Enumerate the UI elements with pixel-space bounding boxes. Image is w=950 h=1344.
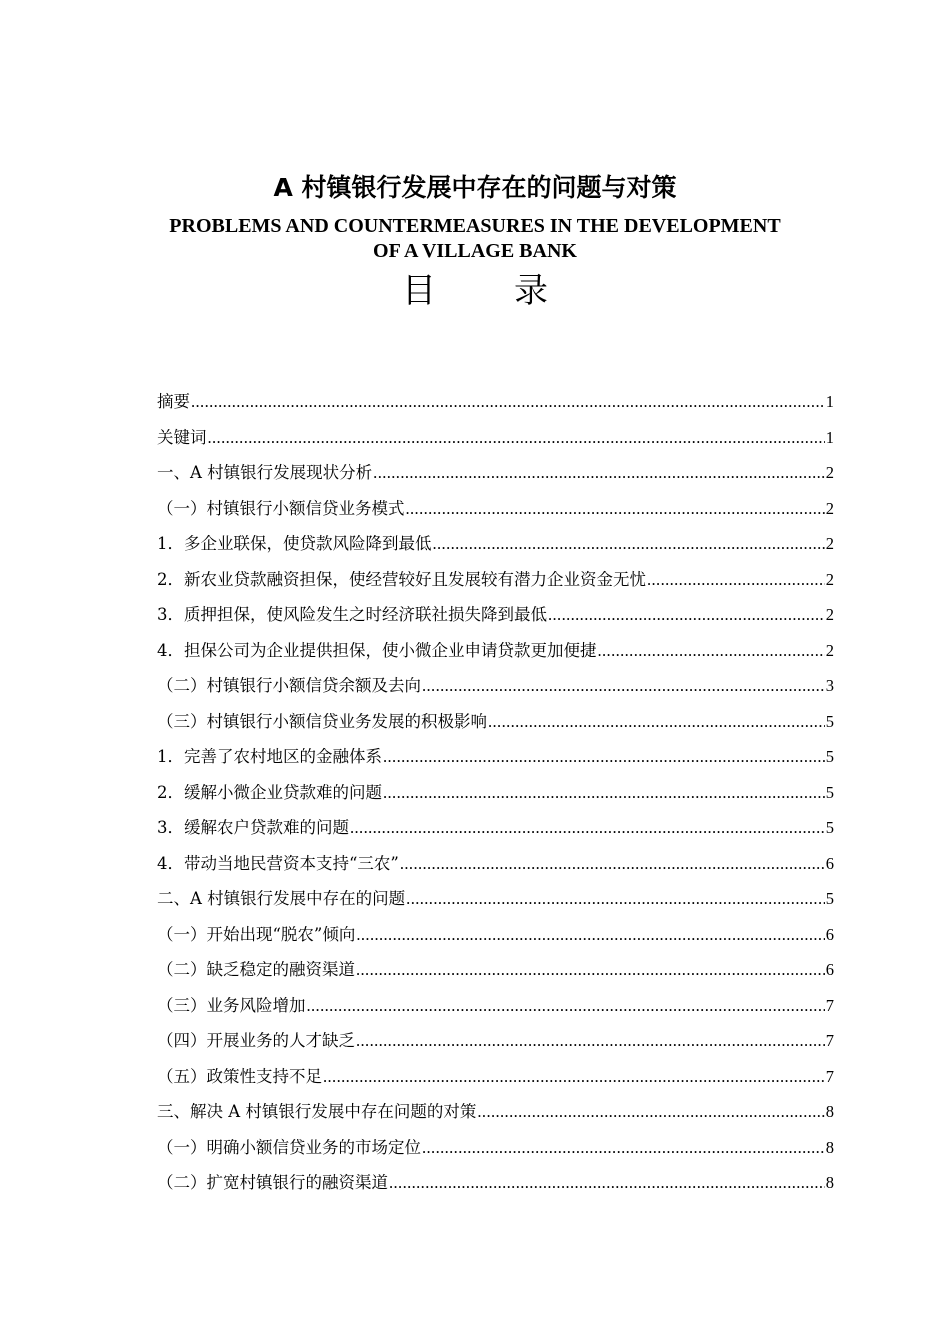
toc-entry-label: 2．新农业贷款融资担保，使经营较好且发展较有潜力企业资金无忧 [157,569,646,589]
toc-dot-leader [307,988,825,1024]
toc-entry[interactable] [157,952,834,988]
english-title-line-1: PROBLEMS AND COUNTERMEASURES IN THE DEVELOPMENT [169,215,781,237]
toc-dot-leader [548,597,825,633]
toc-entry[interactable] [157,1094,834,1130]
toc-entry[interactable] [157,420,834,456]
toc-dot-leader [191,384,825,420]
toc-entry[interactable] [157,597,834,633]
toc-entry-page-number: 5 [825,747,834,766]
toc-entry-label: （四）开展业务的人才缺乏 [157,1031,355,1050]
toc-entry-page-number: 7 [825,995,834,1015]
toc-entry[interactable] [157,526,834,562]
toc-dot-leader [323,1059,825,1095]
toc-entry[interactable] [157,1165,834,1201]
toc-entry[interactable] [157,881,834,917]
toc-entry[interactable] [157,775,834,811]
toc-entry[interactable] [157,1059,834,1095]
toc-entry-page-number: 6 [825,853,834,873]
toc-entry-page-number: 1 [825,392,834,411]
toc-entry-label: 3．缓解农户贷款难的问题 [157,818,349,837]
toc-dot-leader [433,526,825,562]
toc-dot-leader [406,491,825,527]
toc-entry[interactable] [157,491,834,527]
toc-entry[interactable] [157,633,834,669]
toc-entry-label: （五）政策性支持不足 [157,1066,322,1086]
toc-entry-page-number: 8 [825,1102,834,1121]
toc-entry[interactable] [157,562,834,598]
toc-heading: 目录 [402,271,626,311]
toc-entry-label: 1．多企业联保，使贷款风险降到最低 [157,534,432,553]
toc-entry-label: （二）扩宽村镇银行的融资渠道 [157,1173,388,1192]
toc-entry-label: 1．完善了农村地区的金融体系 [157,747,382,766]
toc-entry[interactable] [157,1023,834,1059]
toc-dot-leader [406,881,825,917]
toc-entry-label: （一）村镇银行小额信贷业务模式 [157,498,405,518]
table-of-contents [157,384,834,1201]
toc-entry-label: （二）村镇银行小额信贷余额及去向 [157,676,421,695]
toc-entry-label: （三）村镇银行小额信贷业务发展的积极影响 [157,711,487,731]
toc-entry-page-number: 5 [825,782,834,802]
toc-dot-leader [383,739,825,775]
toc-dot-leader [208,420,825,456]
toc-entry-page-number: 5 [825,818,834,837]
toc-entry-page-number: 2 [825,498,834,518]
toc-dot-leader [422,668,825,704]
toc-entry-page-number: 2 [825,463,834,482]
toc-dot-leader [488,704,825,740]
toc-entry-page-number: 2 [825,605,834,624]
toc-entry-page-number: 7 [825,1066,834,1086]
toc-entry-label: 4．带动当地民营资本支持“三农” [157,853,399,873]
toc-entry-label: 3．质押担保，使风险发生之时经济联社损失降到最低 [157,605,547,624]
toc-entry-label: （二）缺乏稳定的融资渠道 [157,960,355,979]
english-title [120,214,830,264]
toc-dot-leader [477,1094,824,1130]
toc-entry-label: （一）开始出现“脱农”倾向 [157,924,356,944]
toc-dot-leader [350,810,825,846]
toc-entry[interactable] [157,384,834,420]
toc-dot-leader [356,1023,825,1059]
toc-entry-label: 4．担保公司为企业提供担保，使小微企业申请贷款更加便捷 [157,640,597,660]
toc-entry-page-number: 3 [825,676,834,695]
toc-entry-label: 2．缓解小微企业贷款难的问题 [157,782,382,802]
toc-entry-page-number: 2 [825,640,834,660]
toc-dot-leader [356,952,825,988]
toc-entry-page-number: 6 [825,960,834,979]
toc-dot-leader [400,846,825,882]
toc-entry-label: （一）明确小额信贷业务的市场定位 [157,1137,421,1157]
toc-dot-leader [422,1130,825,1166]
toc-entry-label: 摘要 [157,392,190,411]
toc-entry-page-number: 2 [825,569,834,589]
toc-entry-page-number: 8 [825,1137,834,1157]
toc-entry-label: 三、解决 A 村镇银行发展中存在问题的对策 [157,1102,477,1121]
toc-dot-leader [647,562,825,598]
toc-dot-leader [356,917,824,953]
toc-entry-label: 二、A 村镇银行发展中存在的问题 [157,889,406,908]
toc-entry[interactable] [157,668,834,704]
toc-entry[interactable] [157,704,834,740]
toc-dot-leader [373,455,825,491]
toc-entry-page-number: 8 [825,1173,834,1192]
toc-dot-leader [383,775,825,811]
toc-dot-leader [598,633,825,669]
toc-dot-leader [389,1165,825,1201]
toc-entry-page-number: 5 [825,711,834,731]
toc-entry[interactable] [157,739,834,775]
toc-entry[interactable] [157,846,834,882]
toc-entry[interactable] [157,1130,834,1166]
english-title-line-2: OF A VILLAGE BANK [373,240,577,262]
toc-entry-page-number: 5 [825,889,834,908]
toc-entry[interactable] [157,917,834,953]
toc-entry[interactable] [157,455,834,491]
toc-entry-page-number: 1 [825,427,834,447]
chinese-title: A 村镇银行发展中存在的问题与对策 [273,173,677,202]
toc-entry[interactable] [157,810,834,846]
toc-entry-label: （三）业务风险增加 [157,995,306,1015]
toc-entry-label: 关键词 [157,427,207,447]
toc-entry-page-number: 7 [825,1031,834,1050]
toc-entry-label: 一、A 村镇银行发展现状分析 [157,463,373,482]
toc-entry-page-number: 6 [825,924,834,944]
toc-entry-page-number: 2 [825,534,834,553]
toc-entry[interactable] [157,988,834,1024]
